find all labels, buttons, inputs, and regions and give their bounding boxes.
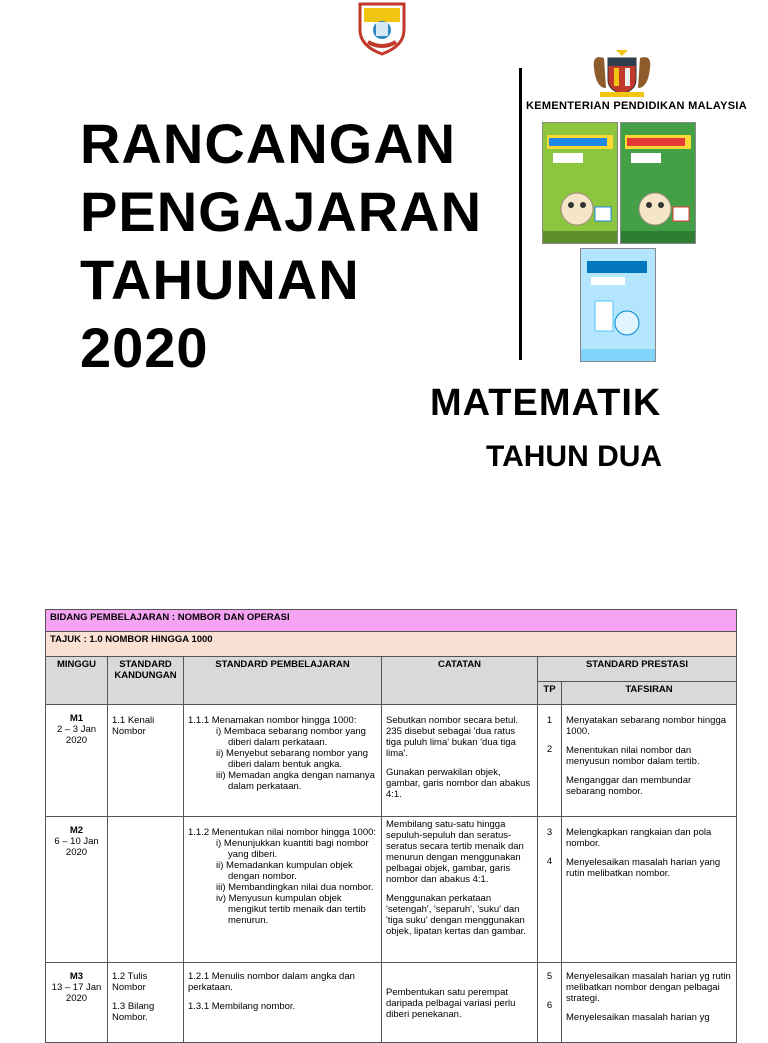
lesson-plan-table	[45, 609, 737, 1043]
textbook-cover-image	[620, 122, 696, 244]
header-standard-pembelajaran: STANDARD PEMBELAJARAN	[184, 657, 382, 705]
tp-level: 3	[546, 827, 553, 838]
week-cell	[46, 817, 108, 963]
standard-kandungan-cell	[108, 963, 184, 1043]
vertical-divider	[519, 68, 522, 360]
tp-level: 1	[546, 715, 553, 726]
sp-item: 1.3.1 Membilang nombor.	[188, 1001, 296, 1012]
sp-item: 1.2.1 Menulis nombor dalam angka dan perkataan.	[188, 971, 355, 993]
week-dates: 6 – 10 Jan 2020	[54, 836, 99, 858]
week-number: M3	[69, 971, 84, 982]
catatan-note: Sebutkan nombor secara betul. 235 disebut sebagai 'dua ratus tiga puluh lima' bukan 'dua tiga lima'.	[386, 715, 519, 759]
tp-cell	[538, 963, 562, 1043]
catatan-note: Gunakan perwakilan objek, gambar, garis nombor dan abakus 4:1.	[386, 767, 531, 800]
tafsiran-item: Menyatakan sebarang nombor hingga 1000.	[566, 715, 727, 737]
week-number: M2	[69, 825, 84, 836]
title-year: 2020	[80, 316, 209, 379]
catatan-note: Membilang satu-satu hingga sepuluh-sepuluh dan seratus-seratus secara tertib menaik dan menurun dengan menggunakan pelbagai objek, gambar, garis nombor dan abakus 4:1.	[386, 819, 524, 885]
document-title	[80, 110, 482, 382]
sp-item: i) Membaca sebarang nombor yang diberi dalam perkataan.	[216, 726, 366, 748]
tp-level: 4	[546, 856, 553, 867]
sp-item: i) Menunjukkan kuantiti bagi nombor yang diberi.	[216, 838, 369, 860]
table-row	[46, 817, 737, 963]
header-standard-prestasi: STANDARD PRESTASI	[538, 657, 737, 682]
table-row	[46, 963, 737, 1043]
coat-of-arms-icon	[586, 48, 658, 98]
textbook-cover-image	[542, 122, 618, 244]
header-tp: TP	[538, 682, 562, 705]
tp-level: 2	[546, 744, 553, 755]
tafsiran-cell	[562, 963, 737, 1043]
ministry-name: KEMENTERIAN PENDIDIKAN MALAYSIA	[526, 100, 747, 112]
sp-heading: 1.1.2 Menentukan nilai nombor hingga 1000:	[188, 827, 377, 838]
catatan-cell	[382, 705, 538, 817]
tafsiran-cell	[562, 705, 737, 817]
sp-heading: 1.1.1 Menamakan nombor hingga 1000:	[188, 715, 357, 726]
tafsiran-item: Melengkapkan rangkaian dan pola nombor.	[566, 827, 712, 849]
header-tafsiran: TAFSIRAN	[562, 682, 737, 705]
tafsiran-item: Menyelesaikan masalah harian yang rutin melibatkan nombor.	[566, 857, 721, 879]
tafsiran-item: Menyelesaikan masalah harian yg rutin melibatkan nombor dengan pelbagai strategi.	[566, 971, 731, 1004]
learning-area: BIDANG PEMBELAJARAN : NOMBOR DAN OPERASI	[46, 610, 737, 632]
sp-item: iv) Menyusun kumpulan objek mengikut tertib menaik dan tertib menurun.	[216, 893, 366, 926]
catatan-note: Menggunakan perkataan 'setengah', 'separuh', 'suku' dan 'tiga suku' dengan menggunakan objek, lipatan kertas dan gambar.	[386, 893, 526, 937]
header-catatan: CATATAN	[382, 657, 538, 705]
catatan-cell: Pembentukan satu perempat daripada pelbagai variasi perlu diberi penekanan.	[382, 963, 538, 1043]
week-cell	[46, 963, 108, 1043]
title-line-3: TAHUNAN	[80, 248, 360, 311]
tp-cell	[538, 705, 562, 817]
sp-item: iii) Memadan angka dengan namanya dalam perkataan.	[216, 770, 375, 792]
tafsiran-item: Menyelesaikan masalah harian yg	[566, 1012, 710, 1023]
standard-kandungan-cell: 1.1 Kenali Nombor	[108, 705, 184, 817]
week-cell	[46, 705, 108, 817]
topic-title: TAJUK : 1.0 NOMBOR HINGGA 1000	[46, 632, 737, 657]
tafsiran-cell	[562, 817, 737, 963]
standard-pembelajaran-cell	[184, 817, 382, 963]
subject-title: MATEMATIK	[430, 382, 662, 424]
tp-cell	[538, 817, 562, 963]
tp-level: 5	[546, 971, 553, 982]
standard-pembelajaran-cell	[184, 963, 382, 1043]
sk-item: 1.3 Bilang Nombor.	[112, 1001, 155, 1023]
title-line-1: RANCANGAN	[80, 112, 457, 175]
standard-kandungan-cell	[108, 817, 184, 963]
standard-pembelajaran-cell	[184, 705, 382, 817]
sp-item: ii) Menyebut sebarang nombor yang diberi dalam bentuk angka.	[216, 748, 369, 770]
textbook-cover-image	[580, 248, 656, 362]
tp-level: 6	[546, 1000, 553, 1011]
header-minggu: MINGGU	[46, 657, 108, 705]
sk-item: 1.2 Tulis Nombor	[112, 971, 148, 993]
school-crest-icon	[354, 0, 410, 56]
catatan-cell	[382, 817, 538, 963]
sp-item: iii) Membandingkan nilai dua nombor.	[216, 882, 374, 893]
tafsiran-item: Menentukan nilai nombor dan menyusun nombor dalam tertib.	[566, 745, 700, 767]
tafsiran-item: Menganggar dan membundar sebarang nombor.	[566, 775, 692, 797]
week-dates: 2 – 3 Jan 2020	[56, 724, 97, 746]
header-standard-kandungan: STANDARD KANDUNGAN	[108, 657, 184, 705]
table-row	[46, 705, 737, 817]
sp-item: ii) Memadankan kumpulan objek dengan nombor.	[216, 860, 353, 882]
title-line-2: PENGAJARAN	[80, 180, 483, 243]
year-level: TAHUN DUA	[486, 440, 663, 473]
week-number: M1	[69, 713, 84, 724]
week-dates: 13 – 17 Jan 2020	[51, 982, 102, 1004]
